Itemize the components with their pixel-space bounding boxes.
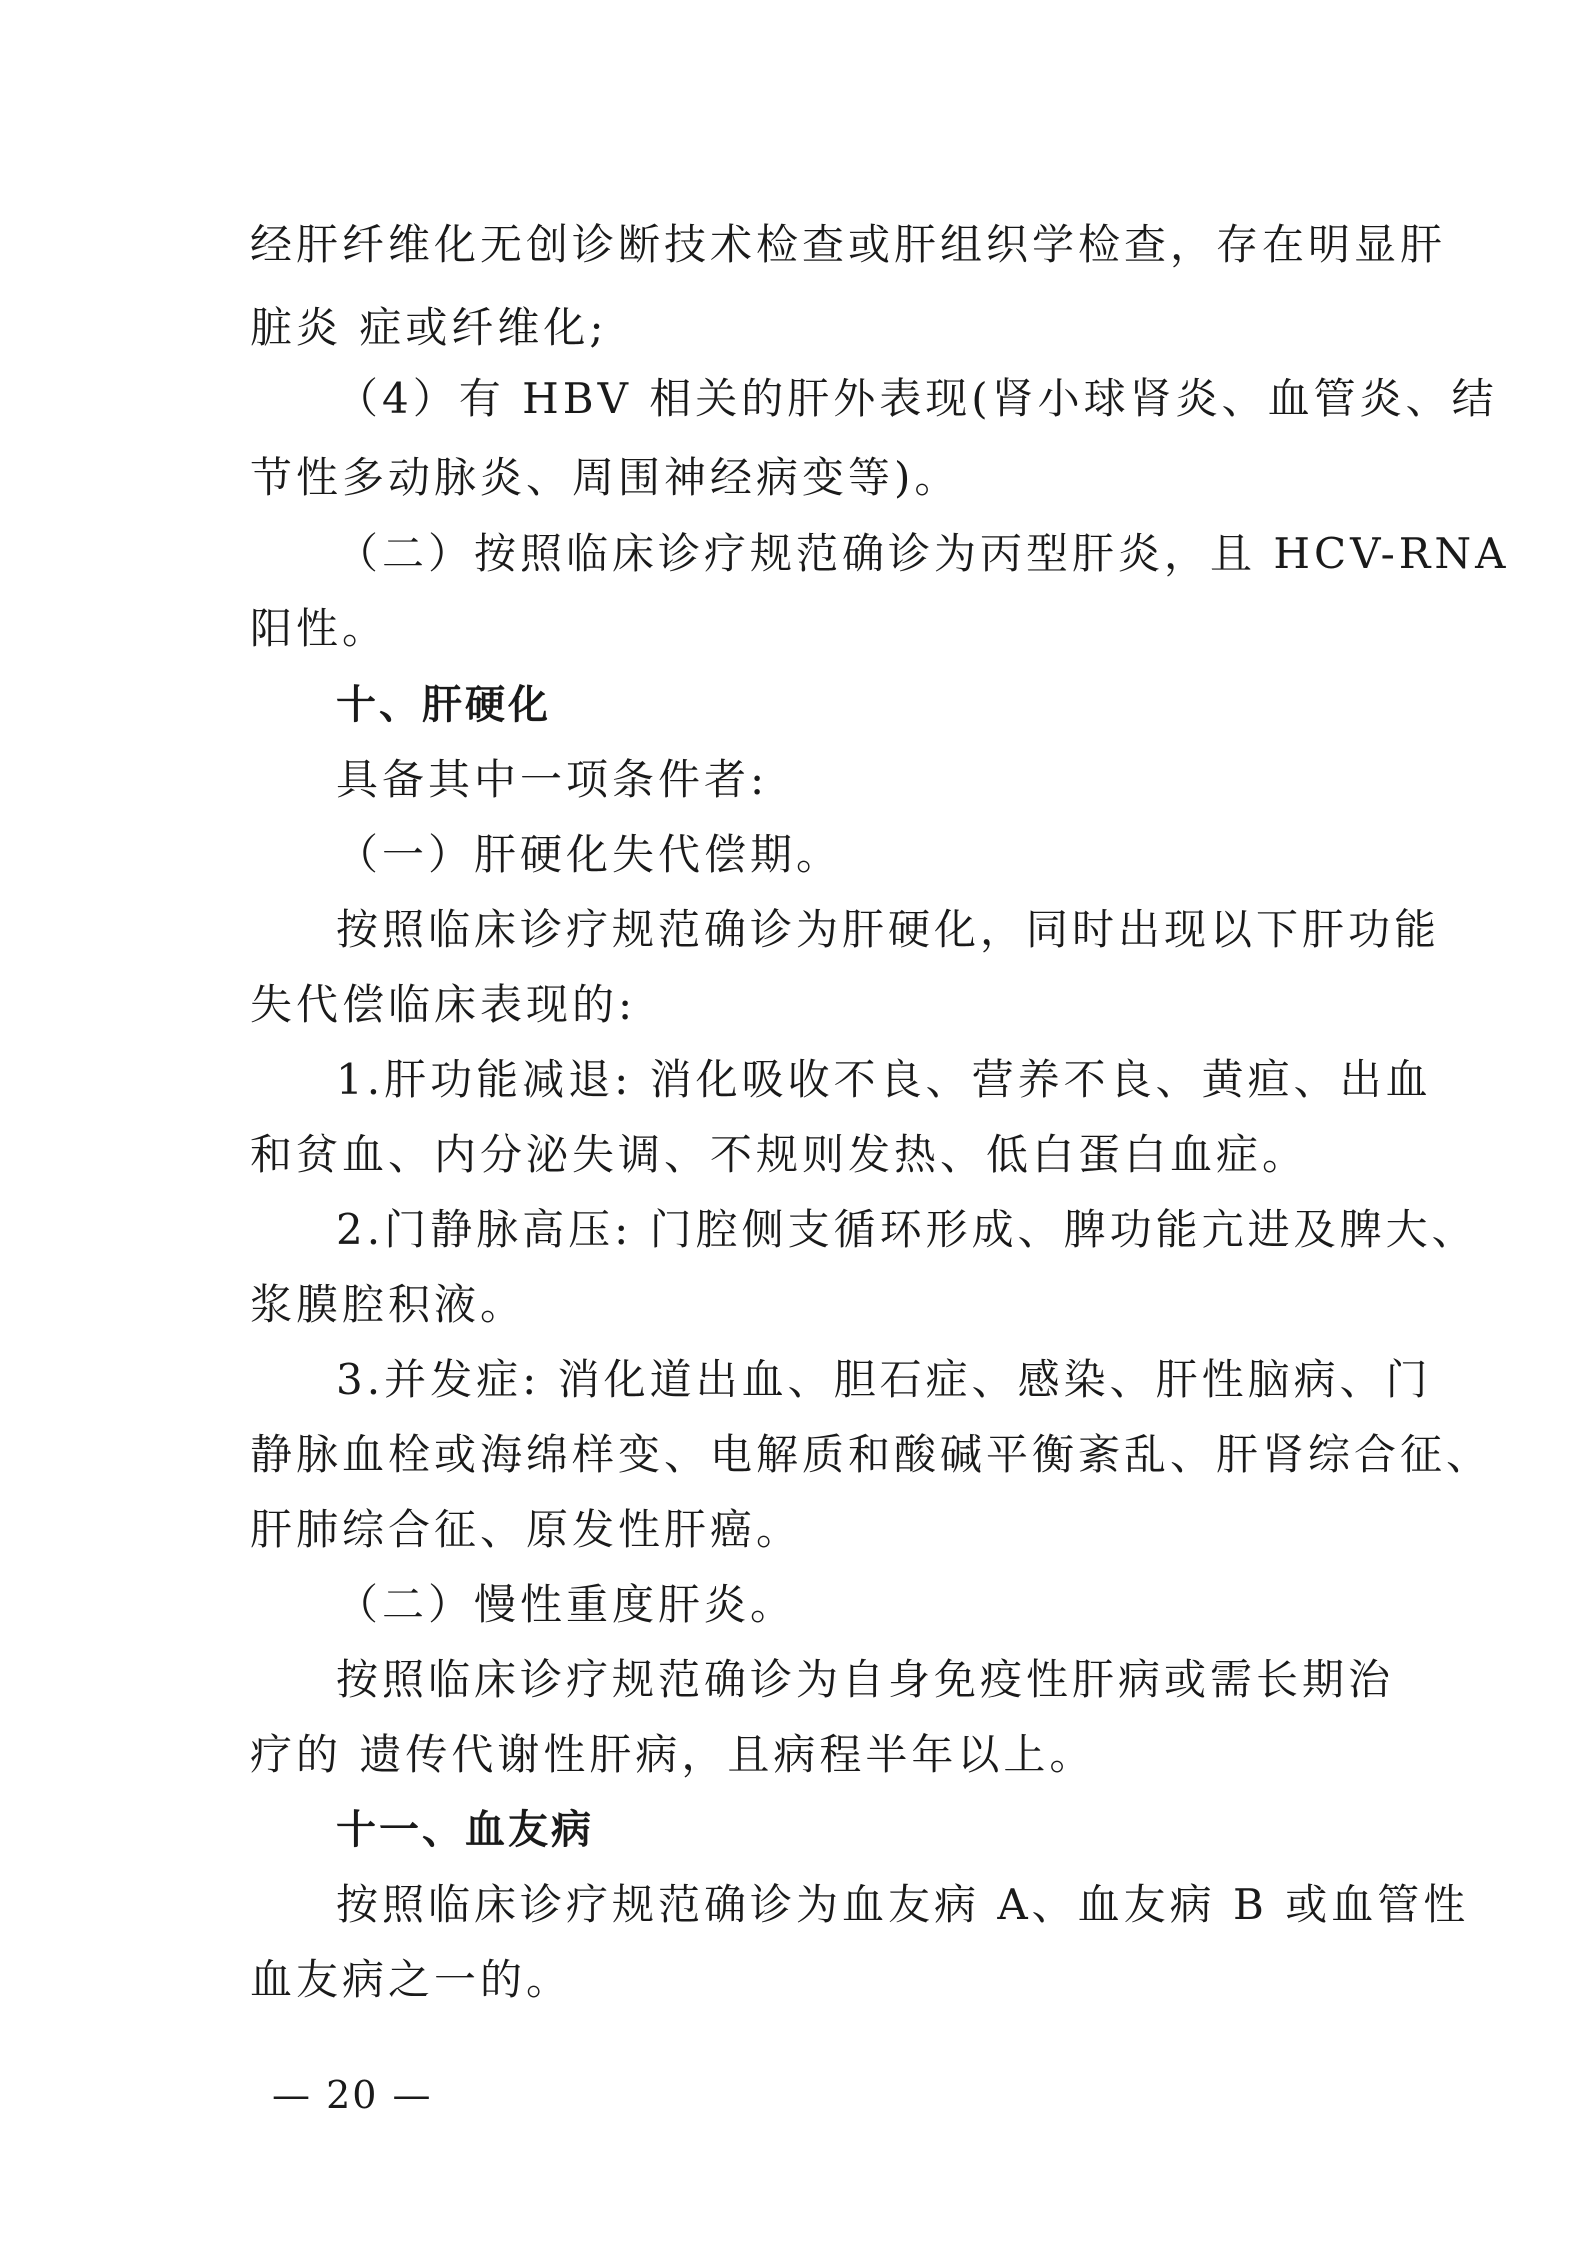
body-line: 失代偿临床表现的: xyxy=(250,980,637,1029)
body-line: 肝肺综合征、原发性肝癌。 xyxy=(250,1505,803,1554)
body-line: 按照临床诊疗规范确诊为肝硬化，同时出现以下肝功能 xyxy=(336,905,1441,954)
body-line: 血友病之一的。 xyxy=(250,1955,573,2004)
body-line: （4）有 HBV 相关的肝外表现(肾小球肾炎、血管炎、结 xyxy=(336,374,1498,423)
body-line: 按照临床诊疗规范确诊为自身免疫性肝病或需长期治 xyxy=(336,1655,1395,1704)
body-line: 经肝纤维化无创诊断技术检查或肝组织学检查，存在明显肝 xyxy=(250,220,1447,269)
body-line: 和贫血、内分泌失调、不规则发热、低白蛋白血症。 xyxy=(250,1130,1309,1179)
body-line: 浆膜腔积液。 xyxy=(250,1280,527,1329)
body-line: 3.并发症: 消化道出血、胆石症、感染、肝性脑病、门 xyxy=(336,1355,1432,1404)
body-line: 2.门静脉高压: 门腔侧支循环形成、脾功能亢进及脾大、 xyxy=(336,1205,1478,1254)
body-line: 脏炎 症或纤维化; xyxy=(250,303,608,352)
page-number: — 20 — xyxy=(272,2073,433,2117)
subsection-heading: （一）肝硬化失代偿期。 xyxy=(336,830,843,879)
section-heading: 十一、血友病 xyxy=(336,1807,594,1853)
body-line: 节性多动脉炎、周围神经病变等)。 xyxy=(250,453,961,502)
body-line: （二）按照临床诊疗规范确诊为丙型肝炎，且 HCV-RNA xyxy=(336,529,1510,578)
subsection-heading: （二）慢性重度肝炎。 xyxy=(336,1580,797,1629)
body-line: 具备其中一项条件者: xyxy=(336,755,769,804)
body-line: 静脉血栓或海绵样变、电解质和酸碱平衡紊乱、肝肾综合征、 xyxy=(250,1430,1493,1479)
body-line: 阳性。 xyxy=(250,604,389,653)
section-heading: 十、肝硬化 xyxy=(336,682,551,728)
body-line: 按照临床诊疗规范确诊为血友病 A、血友病 B 或血管性 xyxy=(336,1880,1470,1929)
body-line: 1.肝功能减退: 消化吸收不良、营养不良、黄疸、出血 xyxy=(336,1055,1432,1104)
body-line: 疗的 遗传代谢性肝病，且病程半年以上。 xyxy=(250,1730,1096,1779)
